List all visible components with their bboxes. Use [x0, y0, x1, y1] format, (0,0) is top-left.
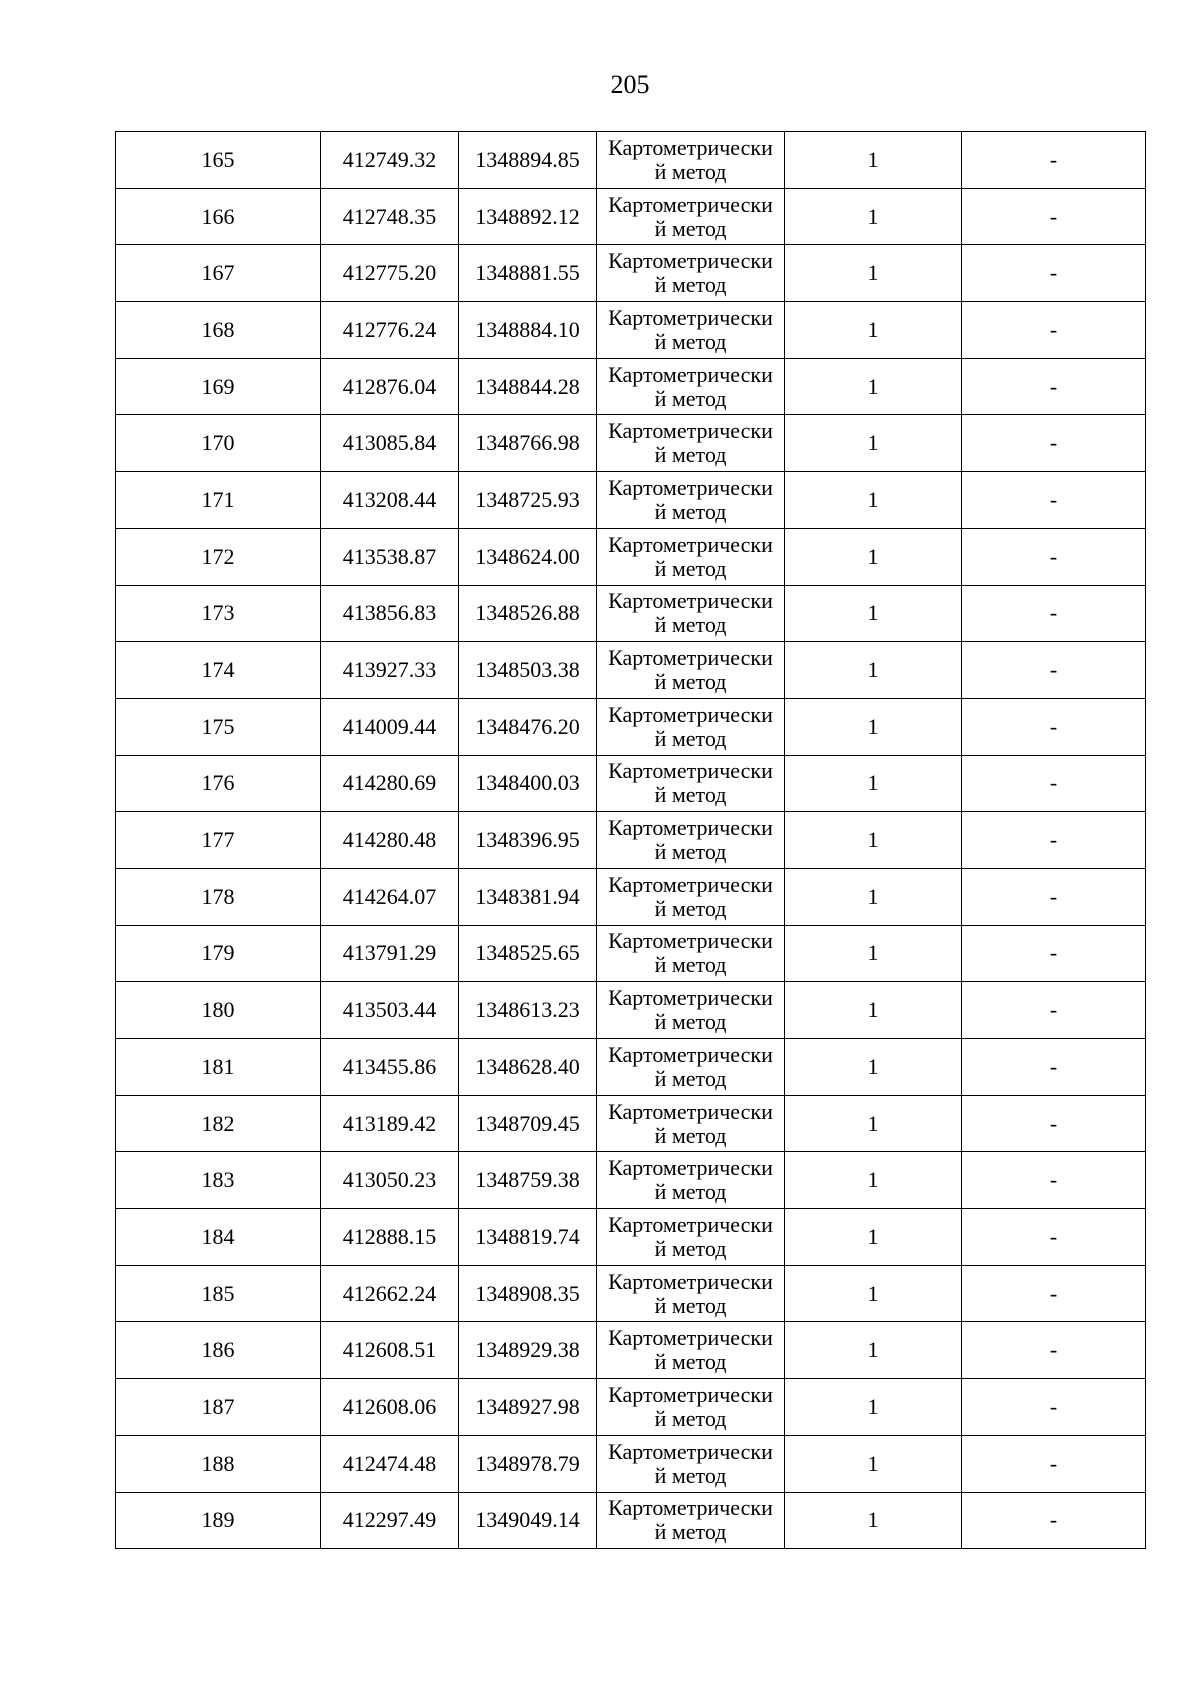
y-coordinate-cell: 1348929.38: [459, 1322, 597, 1379]
x-coordinate-cell: 412749.32: [321, 132, 459, 189]
method-line-1: Картометрически: [608, 134, 773, 160]
description-cell: -: [962, 472, 1146, 529]
method-line-2: й метод: [654, 612, 727, 638]
x-coordinate-cell: 414264.07: [321, 868, 459, 925]
point-number-cell: 189: [116, 1492, 321, 1549]
table-row: [116, 755, 1146, 812]
x-coordinate-cell: 413538.87: [321, 528, 459, 585]
y-coordinate-cell: 1348628.40: [459, 1039, 597, 1096]
precision-cell: 1: [785, 132, 962, 189]
table-row: [116, 1039, 1146, 1096]
y-coordinate-cell: 1348526.88: [459, 585, 597, 642]
method-cell: [597, 812, 785, 869]
method-line-2: й метод: [654, 895, 727, 921]
table-row: [116, 1379, 1146, 1436]
table-row: [116, 245, 1146, 302]
table-row: [116, 982, 1146, 1039]
method-cell: [597, 415, 785, 472]
table-row: [116, 472, 1146, 529]
method-cell: [597, 1435, 785, 1492]
x-coordinate-cell: 413503.44: [321, 982, 459, 1039]
point-number-cell: 178: [116, 868, 321, 925]
method-line-2: й метод: [654, 952, 727, 978]
method-cell: [597, 472, 785, 529]
description-cell: -: [962, 132, 1146, 189]
description-cell: -: [962, 1095, 1146, 1152]
method-line-2: й метод: [654, 839, 727, 865]
description-cell: -: [962, 1039, 1146, 1096]
method-cell: [597, 1095, 785, 1152]
method-cell: [597, 755, 785, 812]
method-line-1: Картометрически: [608, 928, 773, 954]
method-line-1: Картометрически: [608, 361, 773, 387]
y-coordinate-cell: 1348400.03: [459, 755, 597, 812]
table-row: [116, 415, 1146, 472]
description-cell: -: [962, 698, 1146, 755]
y-coordinate-cell: 1348476.20: [459, 698, 597, 755]
description-cell: -: [962, 1265, 1146, 1322]
table-row: [116, 1435, 1146, 1492]
method-cell: [597, 982, 785, 1039]
method-cell: [597, 245, 785, 302]
description-cell: -: [962, 925, 1146, 982]
precision-cell: 1: [785, 982, 962, 1039]
point-number-cell: 175: [116, 698, 321, 755]
method-cell: [597, 358, 785, 415]
method-line-1: Картометрически: [608, 1495, 773, 1521]
precision-cell: 1: [785, 1492, 962, 1549]
method-cell: [597, 188, 785, 245]
description-cell: -: [962, 812, 1146, 869]
point-number-cell: 173: [116, 585, 321, 642]
precision-cell: 1: [785, 1152, 962, 1209]
table-row: [116, 925, 1146, 982]
method-line-2: й метод: [654, 1519, 727, 1545]
precision-cell: 1: [785, 1435, 962, 1492]
description-cell: -: [962, 528, 1146, 585]
y-coordinate-cell: 1348396.95: [459, 812, 597, 869]
y-coordinate-cell: 1348766.98: [459, 415, 597, 472]
precision-cell: 1: [785, 1095, 962, 1152]
precision-cell: 1: [785, 1209, 962, 1266]
method-line-1: Картометрически: [608, 248, 773, 274]
method-line-1: Картометрически: [608, 1155, 773, 1181]
precision-cell: 1: [785, 1379, 962, 1436]
description-cell: -: [962, 1379, 1146, 1436]
y-coordinate-cell: 1348884.10: [459, 302, 597, 359]
method-line-2: й метод: [654, 1292, 727, 1318]
y-coordinate-cell: 1348613.23: [459, 982, 597, 1039]
method-line-1: Картометрически: [608, 815, 773, 841]
y-coordinate-cell: 1348881.55: [459, 245, 597, 302]
method-line-1: Картометрически: [608, 531, 773, 557]
x-coordinate-cell: 412775.20: [321, 245, 459, 302]
y-coordinate-cell: 1348759.38: [459, 1152, 597, 1209]
precision-cell: 1: [785, 925, 962, 982]
precision-cell: 1: [785, 585, 962, 642]
y-coordinate-cell: 1348819.74: [459, 1209, 597, 1266]
table-row: [116, 302, 1146, 359]
method-line-2: й метод: [654, 1405, 727, 1431]
point-number-cell: 181: [116, 1039, 321, 1096]
x-coordinate-cell: 412748.35: [321, 188, 459, 245]
point-number-cell: 169: [116, 358, 321, 415]
method-cell: [597, 132, 785, 189]
precision-cell: 1: [785, 302, 962, 359]
x-coordinate-cell: 413050.23: [321, 1152, 459, 1209]
description-cell: -: [962, 755, 1146, 812]
method-cell: [597, 1265, 785, 1322]
point-number-cell: 170: [116, 415, 321, 472]
table-row: [116, 1265, 1146, 1322]
method-line-2: й метод: [654, 1065, 727, 1091]
y-coordinate-cell: 1348709.45: [459, 1095, 597, 1152]
precision-cell: 1: [785, 472, 962, 529]
method-line-2: й метод: [654, 1122, 727, 1148]
method-line-1: Картометрически: [608, 1098, 773, 1124]
table-row: [116, 868, 1146, 925]
description-cell: -: [962, 302, 1146, 359]
precision-cell: 1: [785, 358, 962, 415]
y-coordinate-cell: 1348978.79: [459, 1435, 597, 1492]
y-coordinate-cell: 1348503.38: [459, 642, 597, 699]
method-line-1: Картометрически: [608, 588, 773, 614]
description-cell: -: [962, 642, 1146, 699]
table-row: [116, 642, 1146, 699]
y-coordinate-cell: 1348725.93: [459, 472, 597, 529]
point-number-cell: 182: [116, 1095, 321, 1152]
description-cell: -: [962, 1322, 1146, 1379]
point-number-cell: 183: [116, 1152, 321, 1209]
description-cell: -: [962, 868, 1146, 925]
precision-cell: 1: [785, 1322, 962, 1379]
method-line-1: Картометрически: [608, 1211, 773, 1237]
method-line-2: й метод: [654, 782, 727, 808]
description-cell: -: [962, 982, 1146, 1039]
method-line-1: Картометрически: [608, 418, 773, 444]
table-row: [116, 1095, 1146, 1152]
method-cell: [597, 925, 785, 982]
precision-cell: 1: [785, 642, 962, 699]
precision-cell: 1: [785, 755, 962, 812]
x-coordinate-cell: 412776.24: [321, 302, 459, 359]
method-line-2: й метод: [654, 442, 727, 468]
coordinates-table-body: [116, 132, 1146, 1549]
description-cell: -: [962, 358, 1146, 415]
method-line-2: й метод: [654, 215, 727, 241]
x-coordinate-cell: 412662.24: [321, 1265, 459, 1322]
method-line-1: Картометрически: [608, 304, 773, 330]
method-cell: [597, 698, 785, 755]
description-cell: -: [962, 1492, 1146, 1549]
method-line-1: Картометрически: [608, 871, 773, 897]
point-number-cell: 172: [116, 528, 321, 585]
point-number-cell: 187: [116, 1379, 321, 1436]
x-coordinate-cell: 412474.48: [321, 1435, 459, 1492]
method-cell: [597, 868, 785, 925]
method-line-2: й метод: [654, 328, 727, 354]
x-coordinate-cell: 413856.83: [321, 585, 459, 642]
method-line-2: й метод: [654, 1009, 727, 1035]
x-coordinate-cell: 413927.33: [321, 642, 459, 699]
y-coordinate-cell: 1348908.35: [459, 1265, 597, 1322]
description-cell: -: [962, 1209, 1146, 1266]
point-number-cell: 176: [116, 755, 321, 812]
point-number-cell: 167: [116, 245, 321, 302]
point-number-cell: 185: [116, 1265, 321, 1322]
method-line-1: Картометрически: [608, 1438, 773, 1464]
method-line-1: Картометрически: [608, 701, 773, 727]
method-cell: [597, 302, 785, 359]
method-line-2: й метод: [654, 498, 727, 524]
method-line-1: Картометрически: [608, 1381, 773, 1407]
method-line-2: й метод: [654, 158, 727, 184]
y-coordinate-cell: 1348927.98: [459, 1379, 597, 1436]
y-coordinate-cell: 1348892.12: [459, 188, 597, 245]
table-row: [116, 812, 1146, 869]
table-row: [116, 585, 1146, 642]
method-line-1: Картометрически: [608, 985, 773, 1011]
description-cell: -: [962, 245, 1146, 302]
y-coordinate-cell: 1348844.28: [459, 358, 597, 415]
table-row: [116, 528, 1146, 585]
table-row: [116, 132, 1146, 189]
x-coordinate-cell: 412608.06: [321, 1379, 459, 1436]
point-number-cell: 188: [116, 1435, 321, 1492]
precision-cell: 1: [785, 415, 962, 472]
precision-cell: 1: [785, 188, 962, 245]
description-cell: -: [962, 1152, 1146, 1209]
point-number-cell: 165: [116, 132, 321, 189]
precision-cell: 1: [785, 1265, 962, 1322]
x-coordinate-cell: 413085.84: [321, 415, 459, 472]
description-cell: -: [962, 1435, 1146, 1492]
point-number-cell: 177: [116, 812, 321, 869]
precision-cell: 1: [785, 528, 962, 585]
precision-cell: 1: [785, 245, 962, 302]
method-cell: [597, 1322, 785, 1379]
table-row: [116, 358, 1146, 415]
y-coordinate-cell: 1349049.14: [459, 1492, 597, 1549]
method-line-1: Картометрически: [608, 1041, 773, 1067]
x-coordinate-cell: 413208.44: [321, 472, 459, 529]
method-line-2: й метод: [654, 669, 727, 695]
point-number-cell: 186: [116, 1322, 321, 1379]
point-number-cell: 166: [116, 188, 321, 245]
table-row: [116, 1152, 1146, 1209]
point-number-cell: 174: [116, 642, 321, 699]
method-cell: [597, 1152, 785, 1209]
point-number-cell: 179: [116, 925, 321, 982]
method-line-2: й метод: [654, 272, 727, 298]
description-cell: -: [962, 188, 1146, 245]
description-cell: -: [962, 585, 1146, 642]
y-coordinate-cell: 1348894.85: [459, 132, 597, 189]
method-cell: [597, 528, 785, 585]
method-line-2: й метод: [654, 1235, 727, 1261]
x-coordinate-cell: 414009.44: [321, 698, 459, 755]
table-row: [116, 1209, 1146, 1266]
x-coordinate-cell: 413189.42: [321, 1095, 459, 1152]
method-line-2: й метод: [654, 1349, 727, 1375]
method-cell: [597, 1492, 785, 1549]
page-number: 205: [610, 70, 650, 99]
precision-cell: 1: [785, 1039, 962, 1096]
y-coordinate-cell: 1348525.65: [459, 925, 597, 982]
y-coordinate-cell: 1348624.00: [459, 528, 597, 585]
table-row: [116, 1322, 1146, 1379]
method-line-2: й метод: [654, 725, 727, 751]
point-number-cell: 168: [116, 302, 321, 359]
method-cell: [597, 1379, 785, 1436]
x-coordinate-cell: 412297.49: [321, 1492, 459, 1549]
method-line-1: Картометрически: [608, 191, 773, 217]
method-cell: [597, 1039, 785, 1096]
x-coordinate-cell: 413791.29: [321, 925, 459, 982]
method-line-2: й метод: [654, 1462, 727, 1488]
point-number-cell: 171: [116, 472, 321, 529]
coordinates-table: [115, 131, 1146, 1549]
method-cell: [597, 642, 785, 699]
method-line-1: Картометрически: [608, 474, 773, 500]
x-coordinate-cell: 412876.04: [321, 358, 459, 415]
x-coordinate-cell: 414280.48: [321, 812, 459, 869]
x-coordinate-cell: 413455.86: [321, 1039, 459, 1096]
x-coordinate-cell: 412608.51: [321, 1322, 459, 1379]
method-line-1: Картометрически: [608, 758, 773, 784]
y-coordinate-cell: 1348381.94: [459, 868, 597, 925]
method-line-2: й метод: [654, 1179, 727, 1205]
x-coordinate-cell: 412888.15: [321, 1209, 459, 1266]
method-line-1: Картометрически: [608, 1325, 773, 1351]
method-line-2: й метод: [654, 555, 727, 581]
method-cell: [597, 1209, 785, 1266]
method-line-1: Картометрически: [608, 645, 773, 671]
x-coordinate-cell: 414280.69: [321, 755, 459, 812]
method-line-2: й метод: [654, 385, 727, 411]
table-row: [116, 698, 1146, 755]
precision-cell: 1: [785, 868, 962, 925]
table-row: [116, 188, 1146, 245]
precision-cell: 1: [785, 812, 962, 869]
method-line-1: Картометрически: [608, 1268, 773, 1294]
description-cell: -: [962, 415, 1146, 472]
method-cell: [597, 585, 785, 642]
point-number-cell: 180: [116, 982, 321, 1039]
precision-cell: 1: [785, 698, 962, 755]
table-row: [116, 1492, 1146, 1549]
point-number-cell: 184: [116, 1209, 321, 1266]
